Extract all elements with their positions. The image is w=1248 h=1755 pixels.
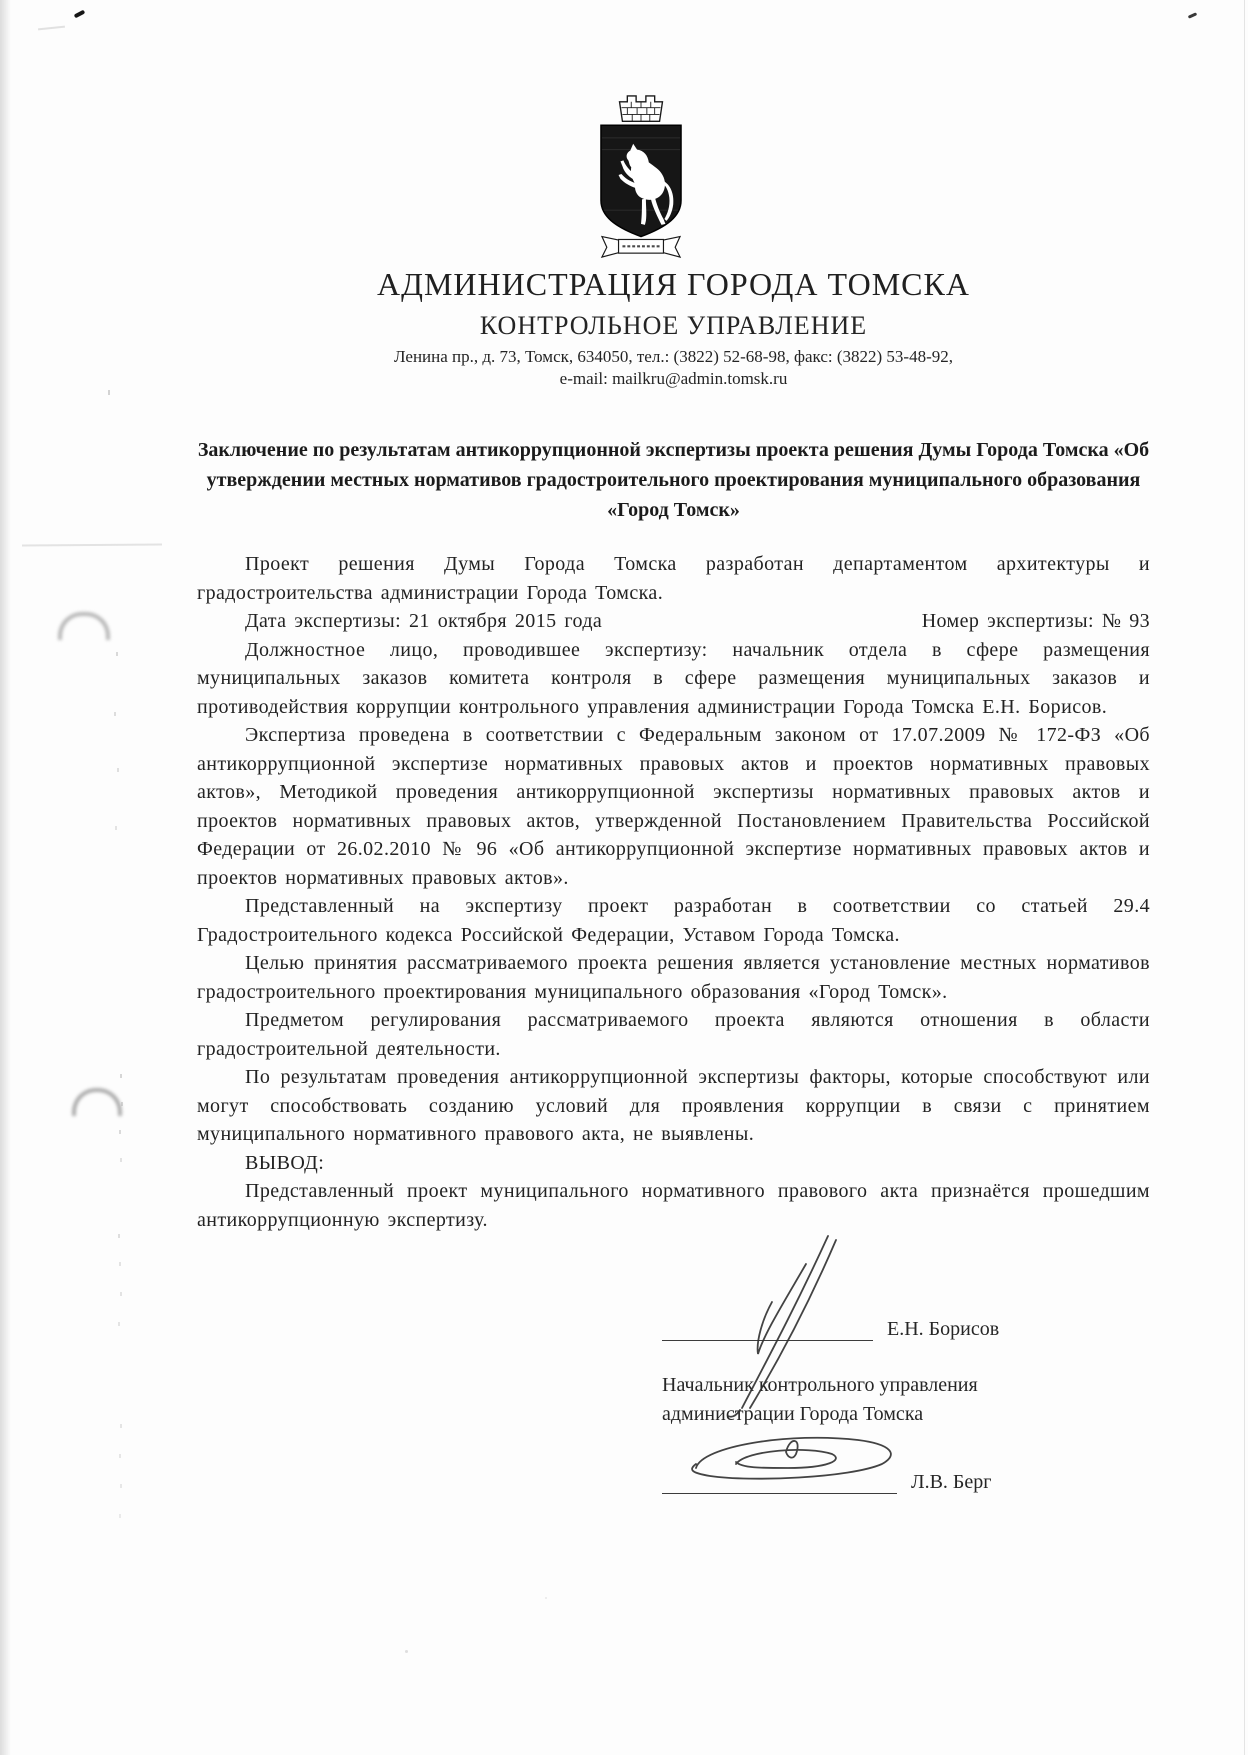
scan-artifact	[118, 1322, 120, 1326]
paragraph-article: Представленный на экспертизу проект разработан в соответствии со статьей 29.4 Градостроительного кодекса Российской Федерации, Уставом Города Томска.	[197, 895, 1150, 946]
scan-artifact	[121, 1102, 123, 1106]
head-title-line1: Начальник контрольного управления	[662, 1374, 978, 1396]
department-name: КОНТРОЛЬНОЕ УПРАВЛЕНИЕ	[479, 311, 868, 340]
paragraph-project-author: Проект решения Думы Города Томска разработан департаментом архитектуры и градостроительства администрации Города Томска.	[197, 553, 1150, 604]
letterhead-emblem-area	[164, 93, 1117, 259]
signature-line-head	[662, 1455, 897, 1494]
expertise-number: Номер экспертизы: № 93	[921, 610, 1150, 632]
scan-artifact	[118, 1234, 120, 1238]
motto-ribbon	[601, 237, 679, 258]
document-body	[197, 550, 1150, 1234]
scan-artifact	[117, 768, 119, 772]
scan-artifact	[114, 712, 116, 716]
scan-artifact	[119, 1514, 121, 1518]
signature-block	[662, 1302, 1162, 1494]
scan-artifact	[120, 1424, 122, 1428]
head-signatory-name: Л.В. Берг	[911, 1471, 992, 1493]
signature-row-expert	[662, 1302, 1162, 1341]
scan-artifact	[119, 1130, 121, 1134]
hole-punch-mark	[72, 1088, 122, 1116]
conclusion-heading: ВЫВОД:	[245, 1151, 325, 1174]
organization-name: АДМИНИСТРАЦИЯ ГОРОДА ТОМСКА	[377, 266, 970, 302]
document-title: Заключение по результатам антикоррупционной экспертизы проекта решения Думы Города Томска «Об утверждении местных нормативов градостроительного проектирования муниципального образования «Город Томск»	[197, 439, 1150, 521]
scan-artifact	[119, 1262, 121, 1266]
scan-artifact	[116, 652, 118, 656]
scan-artifact	[120, 1074, 122, 1078]
signature-row-head	[662, 1455, 1162, 1494]
scan-artifact	[108, 390, 110, 395]
scan-artifact	[545, 1597, 547, 1599]
head-title-line2: администрации Города Томска	[662, 1403, 924, 1425]
scan-artifact	[119, 1454, 121, 1458]
address-line: Ленина пр., д. 73, Томск, 634050, тел.: (3822) 52-68-98, факс: (3822) 53-48-92,	[393, 347, 954, 366]
paragraph-goal: Целью принятия рассматриваемого проекта решения является установление местных нормативов градостроительного проектирования муниципального образования «Город Томск».	[197, 952, 1150, 1003]
paragraph-legal-basis: Экспертиза проведена в соответствии с Федеральным законом от 17.07.2009 № 172-ФЗ «Об антикоррупционной экспертизе нормативных правовых актов и проектов нормативных правовых актов», Методикой проведения антикоррупционной экспертизы нормативных правовых актов и проектов нормативных правовых актов, утвержденной Постановлением Правительства Российской Федерации от 26.02.2010 № 96 «Об антикоррупционной экспертизе нормативных правовых актов и проектов нормативных правовых актов».	[197, 724, 1150, 889]
scan-artifact	[22, 544, 162, 547]
paragraph-results: По результатам проведения антикоррупционной экспертизы факторы, которые способствуют или могут способствовать созданию условий для проявления коррупции в связи с принятием муниципального нормативного правового акта, не выявлены.	[197, 1066, 1150, 1145]
scan-artifact	[74, 10, 86, 19]
expert-signatory-name: Е.Н. Борисов	[887, 1318, 1000, 1340]
scan-artifact	[405, 1650, 408, 1653]
paragraph-official: Должностное лицо, проводившее экспертизу: начальник отдела в сфере размещения муниципальных заказов комитета контроля в сфере размещения муниципальных заказов и противодействия коррупции контрольного управления администрации Города Томска Е.Н. Борисов.	[197, 638, 1150, 718]
expertise-meta-row	[197, 607, 1150, 636]
paragraph-subject: Предметом регулирования рассматриваемого проекта являются отношения в области градостроительной деятельности.	[197, 1009, 1150, 1060]
hole-punch-mark	[58, 612, 110, 640]
signature-line-expert	[662, 1302, 873, 1341]
tomsk-coat-of-arms-emblem	[592, 93, 690, 259]
expertise-date: Дата экспертизы: 21 октября 2015 года	[245, 610, 603, 632]
mural-crown-icon	[619, 96, 662, 121]
scan-artifact	[120, 1484, 122, 1488]
head-title	[662, 1371, 1162, 1429]
conclusion-paragraph: Представленный проект муниципального нормативного правового акта признаётся прошедшим антикоррупционную экспертизу.	[197, 1180, 1150, 1231]
scan-artifact	[120, 1158, 122, 1162]
scan-artifact	[38, 26, 65, 31]
scan-edge-line-right	[1244, 0, 1245, 1755]
scan-artifact	[115, 826, 117, 830]
email-line: e-mail: mailkru@admin.tomsk.ru	[559, 369, 788, 388]
scan-artifact	[120, 1292, 122, 1296]
scan-artifact	[1188, 12, 1197, 18]
scan-edge-shadow-left	[0, 0, 11, 1755]
